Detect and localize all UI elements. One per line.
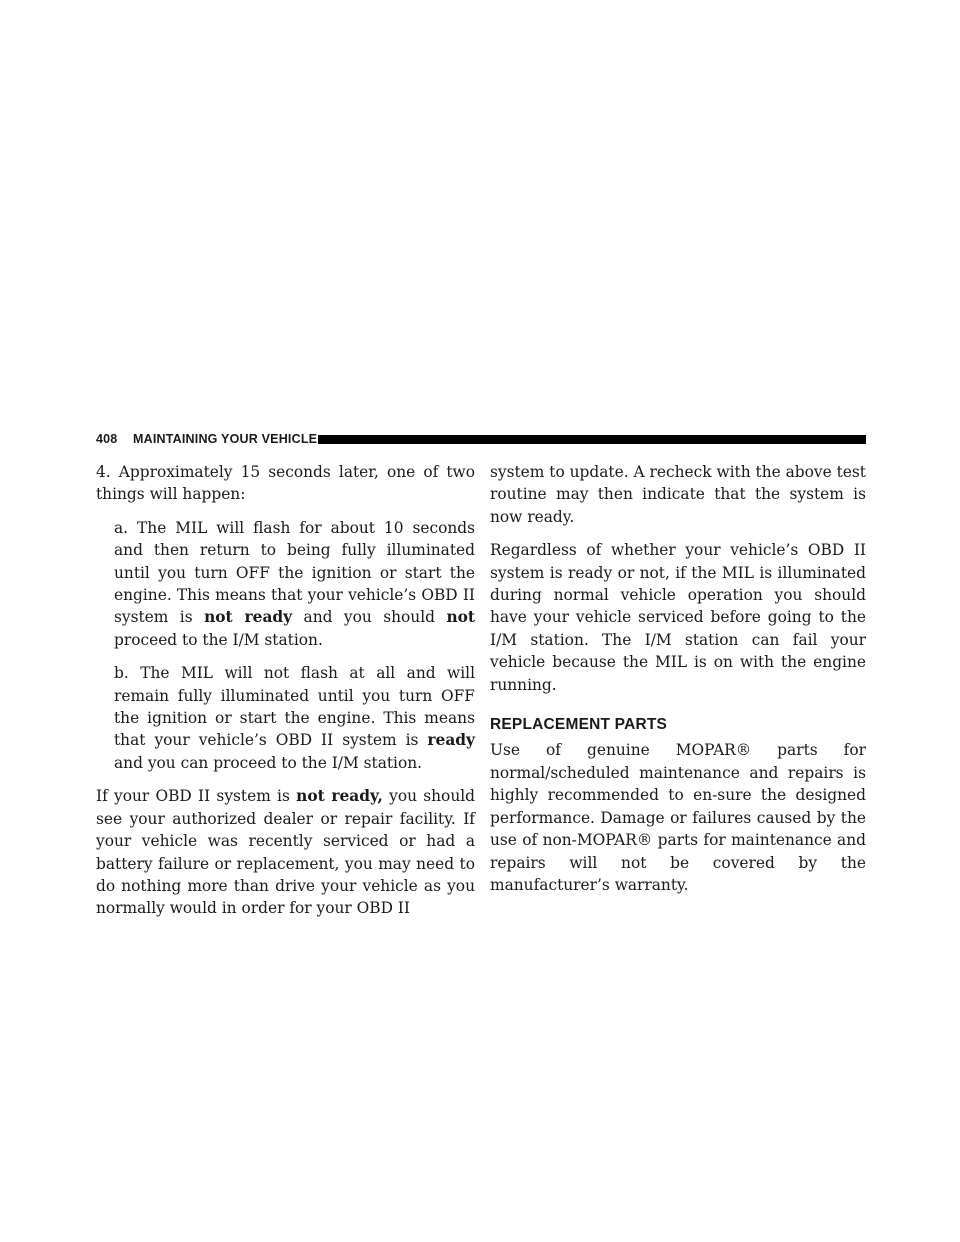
right-column (490, 461, 866, 907)
not-ready-end: you should see your authorized dealer or repair facility. If your vehicle was recently serviced or had a battery failure or replacement, you may need to do nothing more than drive your vehicle as you normally would in order for your OBD II (96, 787, 476, 918)
step-4-paragraph: 4. Approximately 15 seconds later, one of two things will happen: (96, 463, 475, 504)
ready-bold: ready (427, 731, 475, 750)
continued-paragraph: system to update. A recheck with the above test routine may then indicate that the system is now ready. (490, 463, 866, 526)
option-a-text: a. The MIL will flash for about 10 seconds and then return to being fully illuminated until you turn OFF the ignition or start the engine. This means that your vehicle’s OBD II system is (114, 518, 475, 627)
option-a-mid: and you should (292, 608, 447, 627)
not-ready-bold: not ready (204, 608, 293, 627)
regardless-paragraph: Regardless of whether your vehicle’s OBD II system is ready or not, if the MIL is illuminated during normal vehicle operation you should have your vehicle serviced before going to the I/M station. The I/M station can fail your vehicle because the MIL is on with the engine running. (490, 541, 866, 694)
option-a-paragraph (96, 517, 475, 651)
option-b-end: and you can proceed to the I/M station. (114, 753, 423, 772)
header-rule (318, 435, 866, 444)
section-title: MAINTAINING YOUR VEHICLE (133, 432, 318, 446)
left-column (96, 461, 475, 931)
not-ready-comma-bold: not ready, (296, 787, 383, 806)
page-number: 408 (96, 432, 118, 446)
not-ready-text: If your OBD II system is (96, 787, 297, 806)
not-ready-paragraph (96, 785, 475, 919)
not-bold: not (446, 608, 476, 627)
option-a-end: proceed to the I/M station. (114, 630, 323, 649)
replacement-parts-heading: REPLACEMENT PARTS (490, 716, 668, 734)
option-b-text: b. The MIL will not flash at all and will remain fully illuminated until you turn OFF the ignition or start the engine. This means that your vehicle’s OBD II system is (114, 664, 475, 750)
page-header (96, 432, 866, 446)
option-b-paragraph (96, 662, 475, 774)
replacement-parts-paragraph: Use of genuine MOPAR® parts for normal/scheduled maintenance and repairs is highly recommended to en-sure the designed performance. Damage or failures caused by the use of non-MOPAR® parts for maintenance and repairs will not be covered by the manufacturer’s warranty. (490, 741, 866, 894)
